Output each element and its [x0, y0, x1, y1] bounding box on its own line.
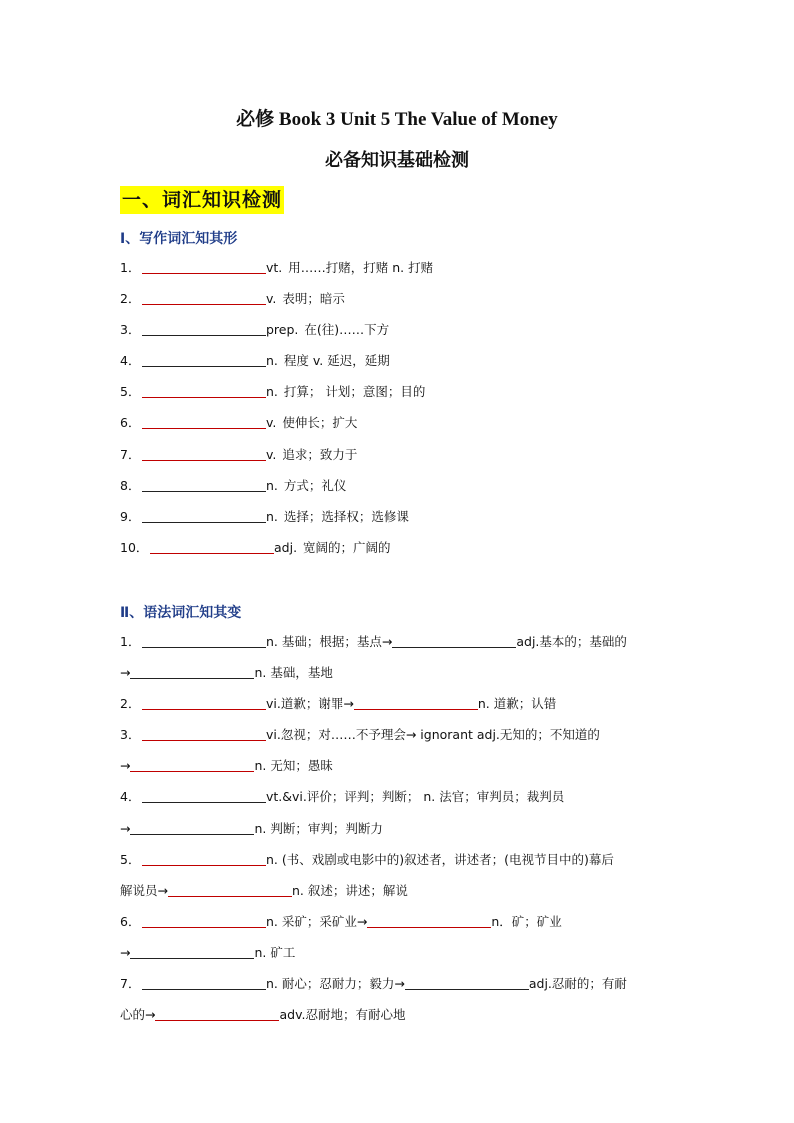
answer-blank[interactable]: [142, 913, 266, 928]
answer-blank[interactable]: [142, 352, 266, 367]
list-item: 8． n. 方式；礼仪: [120, 477, 347, 493]
list-item: 心的→ adv.忍耐地；有耐心地: [120, 1007, 406, 1023]
answer-blank[interactable]: [142, 383, 266, 398]
answer-blank[interactable]: [354, 695, 478, 710]
part1-heading: Ⅰ、写作词汇知其形: [120, 231, 238, 247]
answer-blank[interactable]: [142, 975, 266, 990]
list-item: 2． v. 表明；暗示: [120, 291, 345, 307]
answer-blank[interactable]: [392, 633, 516, 648]
list-item: 1． vt. 用……打赌，打赌 n. 打赌: [120, 260, 434, 275]
answer-blank[interactable]: [142, 851, 266, 866]
list-item: → n. 判断；审判；判断力: [120, 820, 383, 836]
answer-blank[interactable]: [142, 321, 266, 336]
part2-heading: Ⅱ、语法词汇知其变: [120, 605, 242, 621]
answer-blank[interactable]: [367, 913, 491, 928]
list-item: 1． n. 基础；根据；基点→ adj.基本的；基础的: [120, 634, 627, 649]
list-item: 10． adj. 宽阔的；广阔的: [120, 539, 391, 555]
part1-list: [120, 252, 675, 563]
section-heading-vocabulary: 一、词汇知识检测: [120, 186, 284, 214]
answer-blank[interactable]: [142, 446, 266, 461]
list-item: → n. 矿工: [120, 944, 296, 960]
answer-blank[interactable]: [155, 1006, 279, 1021]
list-item: → n. 基础，基地: [120, 665, 333, 681]
list-item: 6． v. 使伸长；扩大: [120, 415, 358, 431]
answer-blank[interactable]: [142, 290, 266, 305]
answer-blank[interactable]: [142, 477, 266, 492]
list-item: 7． v. 追求；致力于: [120, 446, 358, 462]
list-item: 5． n. (书、戏剧或电影中的)叙述者，讲述者；(电视节目中的)幕后: [120, 851, 614, 867]
list-item: 9． n. 选择；选择权；选修课: [120, 508, 409, 524]
page-title: 必修 Book 3 Unit 5 The Value of Money: [236, 109, 558, 130]
answer-blank[interactable]: [142, 788, 266, 803]
list-item: 7． n. 耐心；忍耐力；毅力→ adj.忍耐的；有耐: [120, 976, 627, 992]
list-item: 5． n. 打算； 计划；意图；目的: [120, 384, 426, 400]
page-subtitle: 必备知识基础检测: [325, 150, 469, 170]
answer-blank[interactable]: [168, 882, 292, 897]
answer-blank[interactable]: [150, 539, 274, 554]
answer-blank[interactable]: [142, 259, 266, 274]
answer-blank[interactable]: [142, 508, 266, 523]
list-item: 解说员→ n. 叙述；讲述；解说: [120, 882, 408, 898]
list-item: 3． vi.忽视；对……不予理会→ ignorant adj.无知的；不知道的: [120, 727, 600, 743]
answer-blank[interactable]: [130, 664, 254, 679]
answer-blank[interactable]: [142, 726, 266, 741]
list-item: 6． n. 采矿；采矿业→ n．矿；矿业: [120, 913, 562, 929]
answer-blank[interactable]: [142, 414, 266, 429]
answer-blank[interactable]: [142, 695, 266, 710]
list-item: 3． prep. 在(往)……下方: [120, 322, 390, 338]
answer-blank[interactable]: [130, 944, 254, 959]
answer-blank[interactable]: [405, 975, 529, 990]
part2-list: [120, 626, 675, 1030]
list-item: 4． n. 程度 v. 延迟，延期: [120, 353, 390, 369]
list-item: 2． vi.道歉；谢罪→ n. 道歉；认错: [120, 696, 557, 712]
answer-blank[interactable]: [142, 633, 266, 648]
list-item: 4． vt.&vi.评价；评判；判断； n. 法官；审判员；裁判员: [120, 789, 565, 805]
answer-blank[interactable]: [130, 757, 254, 772]
answer-blank[interactable]: [130, 820, 254, 835]
list-item: → n. 无知；愚昧: [120, 758, 333, 774]
